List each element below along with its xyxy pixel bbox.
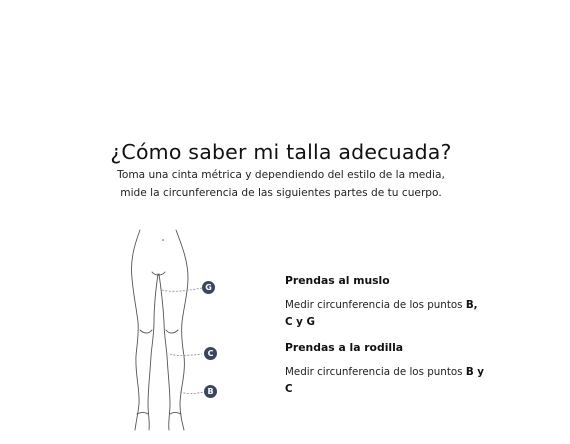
subtitle-line-1: Toma una cinta métrica y dependiendo del estilo de la media, <box>117 169 445 181</box>
crotch-line <box>152 272 165 275</box>
subtitle-line-2: mide la circunferencia de las siguientes partes de tu cuerpo. <box>120 187 442 199</box>
legs-outline <box>118 226 228 438</box>
section-knee <box>285 341 485 398</box>
section-thigh <box>285 274 485 331</box>
section-points: B, C y G <box>285 299 478 328</box>
marker-c: C <box>204 347 217 360</box>
calf-measure-line <box>170 354 202 356</box>
right-leg-inner <box>159 274 170 430</box>
section-heading: Prendas al muslo <box>285 274 390 287</box>
section-heading: Prendas a la rodilla <box>285 341 404 354</box>
section-description: Medir circunferencia de los puntos <box>285 299 463 311</box>
page-title: ¿Cómo saber mi talla adecuada? <box>110 140 452 164</box>
ankle-measure-line <box>180 392 204 394</box>
left-leg-outer <box>131 230 140 430</box>
section-text <box>285 297 485 331</box>
section-text <box>285 364 485 398</box>
thigh-measure-line <box>162 288 202 291</box>
section-points: B y C <box>285 366 484 395</box>
marker-g: G <box>202 281 215 294</box>
legs-illustration <box>118 226 228 438</box>
page-subtitle <box>0 166 562 202</box>
marker-b: B <box>204 385 217 398</box>
left-leg-inner <box>148 274 158 430</box>
section-description: Medir circunferencia de los puntos <box>285 366 463 378</box>
